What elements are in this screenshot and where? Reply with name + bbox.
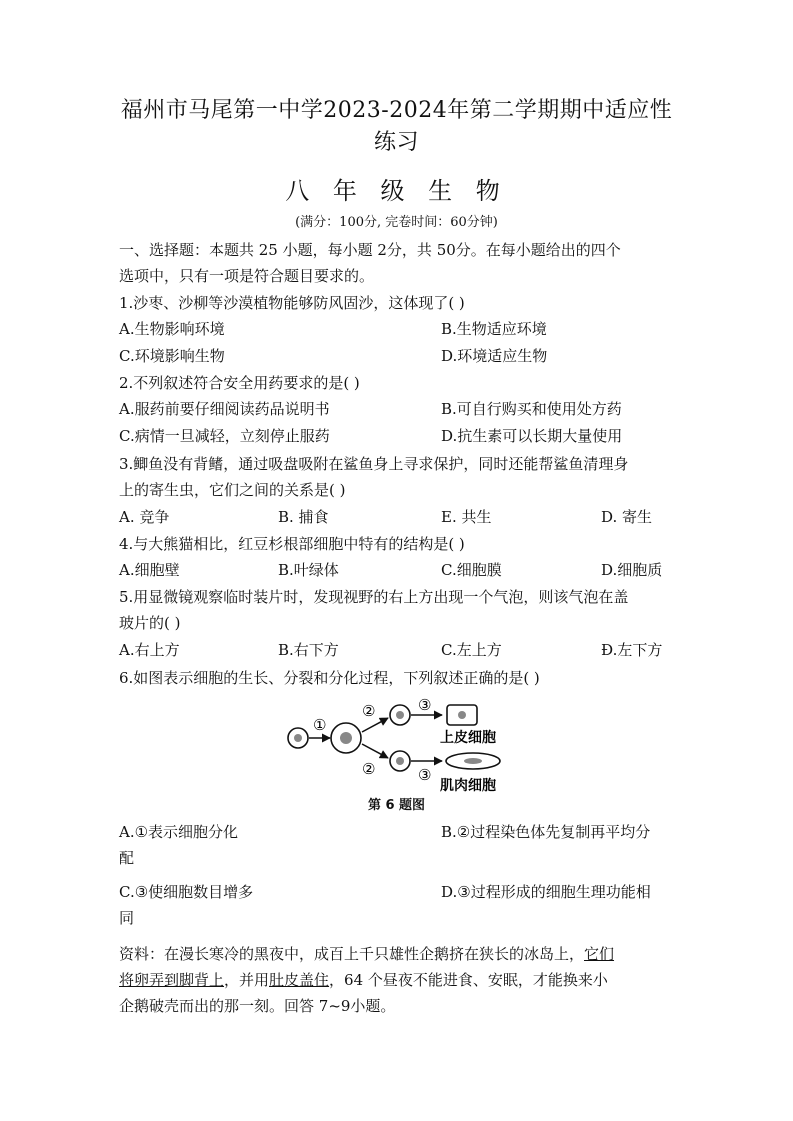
q6-option-b-wrap: 配 [119,849,135,867]
q6-option-d: D.③过程形成的细胞生理功能相 [441,883,651,901]
material-line1-text: 资料：在漫长寒冷的黑夜中，成百上千只雄性企鹅挤在狭长的冰岛上， [119,945,585,963]
q2-option-b: B.可自行购买和使用处方药 [441,400,622,418]
q5-option-d: Đ.左下方 [601,641,663,659]
q3-option-d: D. 寄生 [601,508,653,526]
label-2-bottom: ② [362,760,376,778]
exam-note: (满分：100分, 完卷时间：60分钟) [295,215,498,230]
figure-caption: 第 6 题图 [367,798,426,813]
q1-option-d: D.环境适应生物 [441,347,548,365]
material-underline-1: 它们 [584,945,615,963]
label-3-bottom: ③ [418,766,432,784]
material-line2-mid: ，并用 [224,971,270,989]
q5-option-b: B.右下方 [278,641,339,659]
material-underline-2: 将卵弄到脚背上 [119,971,225,989]
q6-option-c: C.③使细胞数目增多 [119,883,254,901]
q4-option-a: A.细胞壁 [119,561,180,579]
question-1-stem: 1.沙枣、沙柳等沙漠植物能够防风固沙，这体现了( ) [119,294,465,312]
question-2-stem: 2.不列叙述符合安全用药要求的是( ) [119,374,360,392]
q6-option-d-wrap: 同 [119,909,135,927]
material-line2 [119,970,608,990]
label-2-top: ② [362,702,376,720]
question-3-stem-line2: 上的寄生虫，它们之间的关系是( ) [119,481,346,499]
muscle-cell-label: 肌肉细胞 [440,778,496,794]
q6-option-b: B.②过程染色体先复制再平均分 [441,823,651,841]
label-1: ① [313,716,327,734]
small-cell [288,728,308,748]
material-line1 [119,944,614,964]
question-4-stem: 4.与大熊猫相比，红豆杉根部细胞中特有的结构是( ) [119,535,465,553]
q4-option-c: C.细胞膜 [441,561,502,579]
subject-heading: 八 年 级 生 物 [285,177,508,205]
epithelial-cell-label: 上皮细胞 [440,730,496,746]
q2-option-a: A.服药前要仔细阅读药品说明书 [119,400,330,418]
q5-option-c: C.左上方 [441,641,502,659]
section-intro-line1: 一、选择题：本题共 25 小题，每小题 2分，共 50分。在每小题给出的四个 [119,241,621,259]
question-5-stem-line1: 5.用显微镜观察临时装片时，发现视野的右上方出现一个气泡，则该气泡在盖 [119,588,629,606]
label-3-top: ③ [418,696,432,714]
q6-option-a: A.①表示细胞分化 [119,823,239,841]
question-3-stem-line1: 3.鲫鱼没有背鳍，通过吸盘吸附在鲨鱼身上寻求保护，同时还能帮鲨鱼清理身 [119,455,629,473]
material-line3: 企鹅破壳而出的那一刻。回答 7~9小题。 [119,997,396,1015]
q1-option-b: B.生物适应环境 [441,320,547,338]
material-line2-post: ，64 个昼夜不能进食、安眠，才能换来小 [329,971,608,989]
arrow-2-top [362,718,388,732]
q4-option-b: B.叶绿体 [278,561,339,579]
material-underline-3: 肚皮盖住 [269,971,330,989]
muscle-cell [446,753,500,769]
large-cell [331,723,361,753]
q1-option-a: A.生物影响环境 [119,320,225,338]
daughter-cell-top [390,705,410,725]
exam-title-line2: 练习 [373,130,419,155]
question-6-stem: 6.如图表示细胞的生长、分裂和分化过程，下列叙述正确的是( ) [119,669,540,687]
daughter-cell-bottom [390,751,410,771]
section-intro-line2: 选项中，只有一项是符合题目要求的。 [119,267,375,285]
q4-option-d: D.细胞质 [601,561,663,579]
arrow-2-bottom [362,744,388,758]
q2-option-d: D.抗生素可以长期大量使用 [441,427,623,445]
q5-option-a: A.右上方 [119,641,180,659]
q1-option-c: C.环境影响生物 [119,347,225,365]
q3-option-a: A. 竞争 [119,508,170,526]
exam-title-line1: 福州市马尾第一中学2023-2024年第二学期期中适应性 [120,98,673,123]
q2-option-c: C.病情一旦减轻，立刻停止服药 [119,427,330,445]
q3-option-c: E. 共生 [441,508,492,526]
cell-division-diagram [280,696,530,808]
epithelial-cell [447,705,477,725]
question-5-stem-line2: 玻片的( ) [119,614,181,632]
q3-option-b: B. 捕食 [278,508,329,526]
